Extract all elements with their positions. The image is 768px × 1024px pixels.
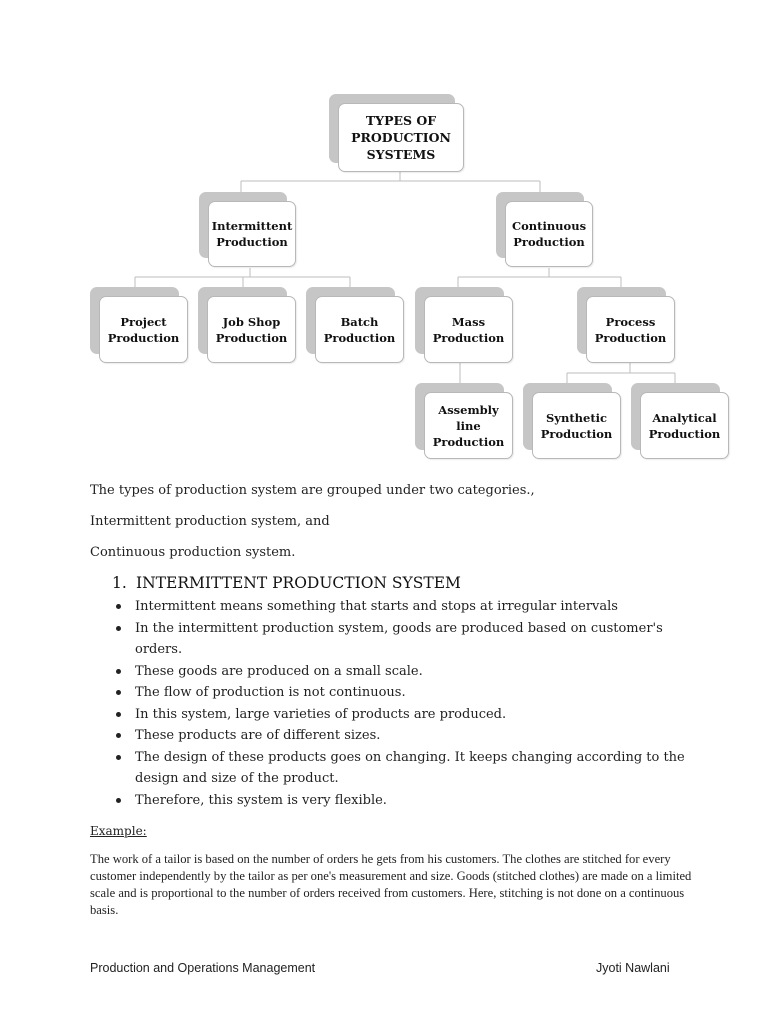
bullet-icon bbox=[116, 669, 121, 674]
list-item bbox=[90, 682, 690, 704]
footer-left: Production and Operations Management bbox=[90, 961, 316, 975]
node-label: Assembly line Production bbox=[424, 392, 513, 459]
intro-line-2: Intermittent production system, and bbox=[90, 514, 330, 529]
node-analytical-production bbox=[640, 392, 729, 459]
intro-line-1: The types of production system are grouped under two categories., bbox=[90, 483, 535, 498]
production-systems-diagram bbox=[0, 0, 768, 470]
list-item-text: In this system, large varieties of products are produced. bbox=[135, 706, 507, 722]
example-paragraph: The work of a tailor is based on the number of orders he gets from his customers. The clothes are stitched for every customer independently by the tailor as per one's measurement and size. Goods (stitched clothes) are made on a limited scale and is proportional to the number of orders received from customers. Here, stitching is not done on a continuous basis. bbox=[90, 852, 692, 917]
node-label: Continuous Production bbox=[505, 201, 593, 267]
example-label: Example: bbox=[90, 824, 147, 838]
list-item-text: Therefore, this system is very flexible. bbox=[135, 792, 387, 808]
node-assembly-line-production bbox=[424, 392, 513, 459]
node-label: Project Production bbox=[99, 296, 188, 363]
node-label: Job Shop Production bbox=[207, 296, 296, 363]
node-label: Analytical Production bbox=[640, 392, 729, 459]
bullet-icon bbox=[116, 755, 121, 760]
section-heading bbox=[112, 574, 461, 592]
node-label: TYPES OF PRODUCTION SYSTEMS bbox=[338, 103, 464, 172]
list-item-text: Intermittent means something that starts and stops at irregular intervals bbox=[135, 599, 618, 614]
node-mass-production bbox=[424, 296, 513, 363]
intro-line-3: Continuous production system. bbox=[90, 545, 296, 560]
list-item bbox=[90, 661, 690, 683]
node-job-shop-production bbox=[207, 296, 296, 363]
section-title: INTERMITTENT PRODUCTION SYSTEM bbox=[136, 574, 461, 592]
bullet-icon bbox=[116, 712, 121, 717]
node-batch-production bbox=[315, 296, 404, 363]
node-intermittent-production bbox=[208, 201, 296, 267]
list-item-text: The design of these products goes on changing. It keeps changing according to the design and size of the product. bbox=[135, 749, 685, 786]
list-item bbox=[90, 790, 690, 812]
node-types-of-production-systems bbox=[338, 103, 464, 172]
list-item-text: These goods are produced on a small scale. bbox=[135, 663, 423, 679]
list-item-text: In the intermittent production system, goods are produced based on customer's orders. bbox=[135, 620, 663, 657]
bullet-icon bbox=[116, 626, 121, 631]
node-synthetic-production bbox=[532, 392, 621, 459]
node-label: Synthetic Production bbox=[532, 392, 621, 459]
node-label: Mass Production bbox=[424, 296, 513, 363]
bullet-icon bbox=[116, 733, 121, 738]
node-process-production bbox=[586, 296, 675, 363]
list-item bbox=[90, 704, 690, 726]
list-item-text: The flow of production is not continuous. bbox=[135, 685, 406, 700]
footer-right: Jyoti Nawlani bbox=[596, 961, 670, 975]
node-label: Batch Production bbox=[315, 296, 404, 363]
node-label: Process Production bbox=[586, 296, 675, 363]
bullet-icon bbox=[116, 604, 121, 609]
node-continuous-production bbox=[505, 201, 593, 267]
section-number: 1. bbox=[112, 574, 127, 592]
list-item bbox=[90, 725, 690, 747]
list-item-text: These products are of different sizes. bbox=[135, 728, 381, 743]
list-item bbox=[90, 596, 690, 618]
node-label: Intermittent Production bbox=[208, 201, 296, 267]
list-item bbox=[90, 618, 690, 661]
bullet-list bbox=[90, 596, 690, 811]
bullet-icon bbox=[116, 798, 121, 803]
list-item bbox=[90, 747, 690, 790]
node-project-production bbox=[99, 296, 188, 363]
bullet-icon bbox=[116, 690, 121, 695]
